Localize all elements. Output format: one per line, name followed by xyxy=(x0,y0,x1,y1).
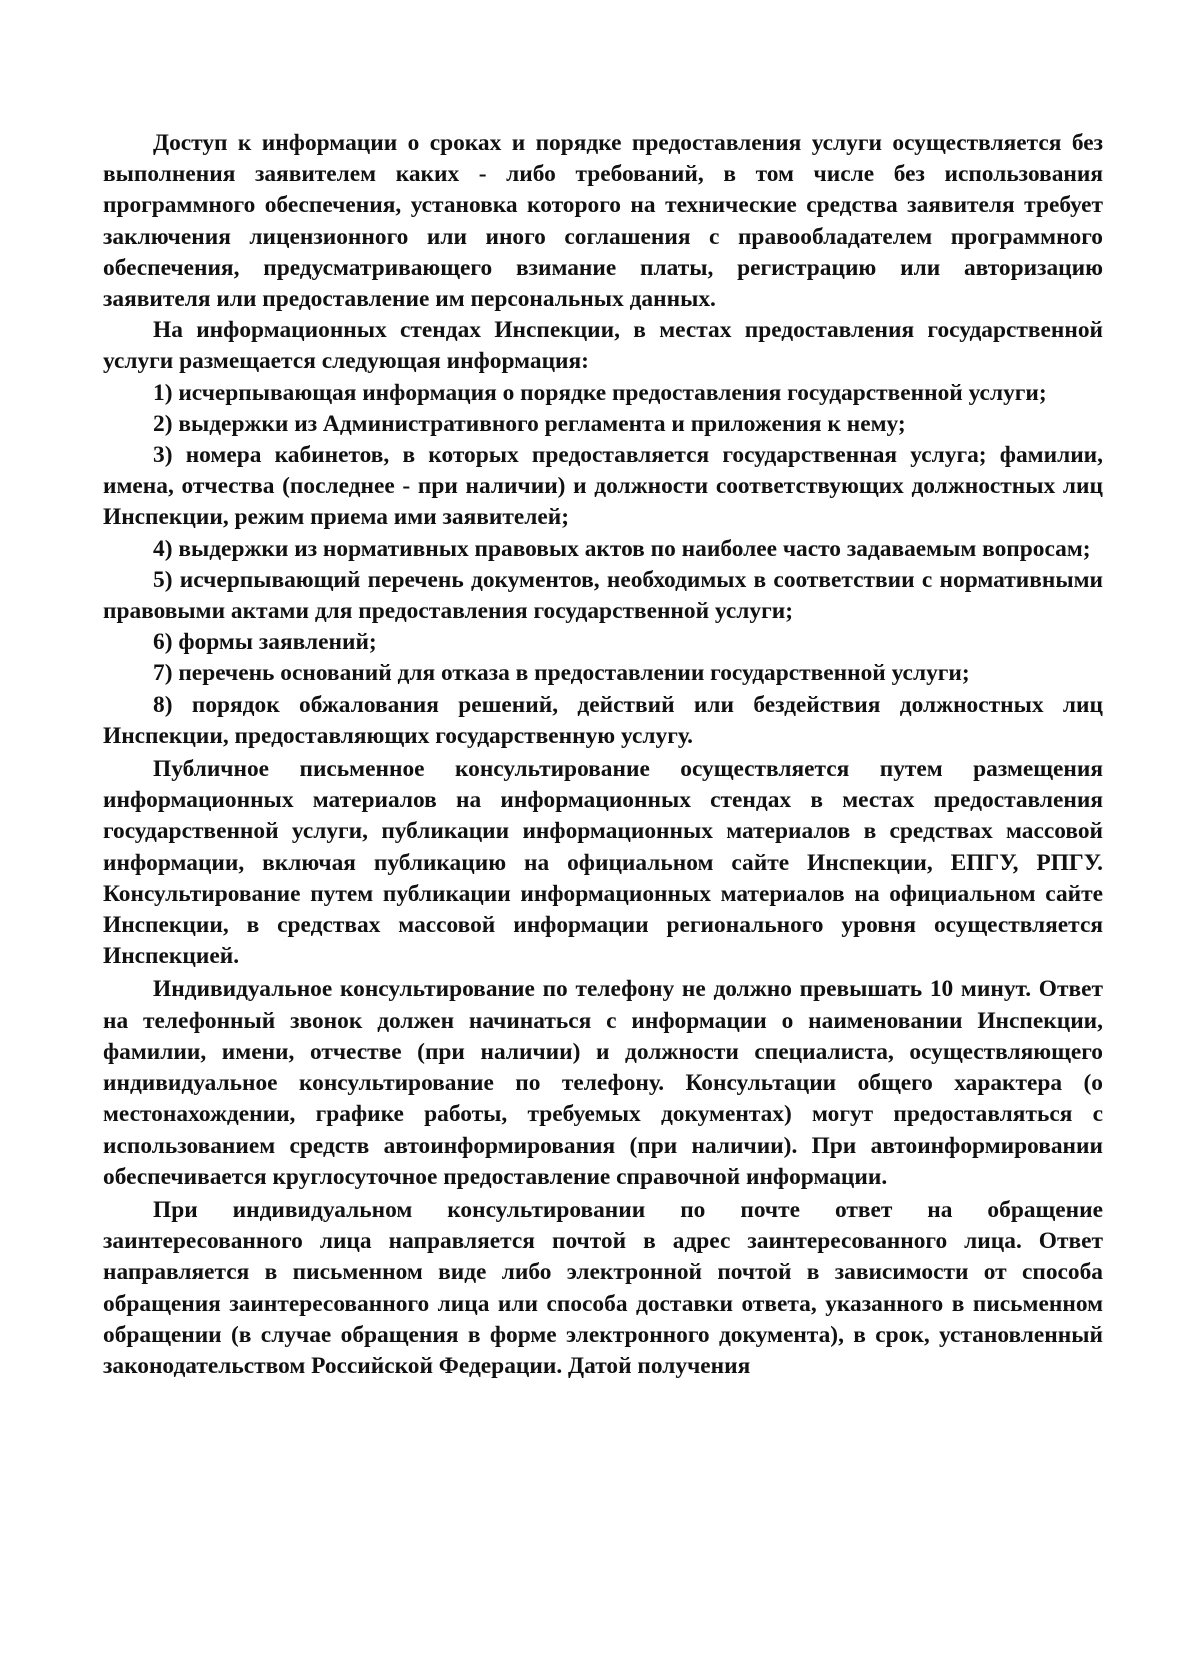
paragraph-public-consulting: Публичное письменное консультирование осуществляется путем размещения информационных материалов на информационных стендах в местах предоставления государственной услуги, публикации информационных материалов в средствах массовой информации, включая публикацию на официальном сайте Инспекции, ЕПГУ, РПГУ. Консультирование путем публикации информационных материалов на официальном сайте Инспекции, в средствах массовой информации регионального уровня осуществляется Инспекцией. xyxy=(103,756,1103,970)
paragraph-mail-consulting: При индивидуальном консультировании по почте ответ на обращение заинтересованного лица направляется почтой в адрес заинтересованного лица. Ответ направляется в письменном виде либо электронной почтой в зависимости от способа обращения заинтересованного лица или способа доставки ответа, указанного в письменном обращении (в случае обращения в форме электронного документа), в срок, установленный законодательством Российской Федерации. Датой получения xyxy=(103,1196,1103,1379)
list-item-8: 8) порядок обжалования решений, действий или бездействия должностных лиц Инспекции, предоставляющих государственную услугу. xyxy=(103,691,1103,749)
document-body xyxy=(103,128,1103,1382)
list-item-3: 3) номера кабинетов, в которых предоставляется государственная услуга; фамилии, имена, отчества (последнее - при наличии) и должности соответствующих должностных лиц Инспекции, режим приема ими заявителей; xyxy=(103,442,1103,531)
paragraph-phone-consulting: Индивидуальное консультирование по телефону не должно превышать 10 минут. Ответ на телефонный звонок должен начинаться с информации о наименовании Инспекции, фамилии, имени, отчестве (при наличии) и должности специалиста, осуществляющего индивидуальное консультирование по телефону. Консультации общего характера (о местонахождении, графике работы, требуемых документах) могут предоставляться с использованием средств автоинформирования (при наличии). При автоинформировании обеспечивается круглосуточное предоставление справочной информации. xyxy=(103,976,1103,1190)
list-item-1: 1) исчерпывающая информация о порядке предоставления государственной услуги; xyxy=(153,379,1047,406)
list-item-4: 4) выдержки из нормативных правовых актов по наиболее часто задаваемым вопросам; xyxy=(153,535,1091,562)
list-item-7: 7) перечень оснований для отказа в предоставлении государственной услуги; xyxy=(153,660,970,687)
list-item-6: 6) формы заявлений; xyxy=(153,629,377,656)
list-item-2: 2) выдержки из Административного регламента и приложения к нему; xyxy=(153,410,906,437)
paragraph-info-stands: На информационных стендах Инспекции, в местах предоставления государственной услуги размещается следующая информация: xyxy=(103,317,1103,375)
paragraph-access-info: Доступ к информации о сроках и порядке предоставления услуги осуществляется без выполнения заявителем каких - либо требований, в том числе без использования программного обеспечения, установка которого на технические средства заявителя требует заключения лицензионного или иного соглашения с правообладателем программного обеспечения, предусматривающего взимание платы, регистрацию или авторизацию заявителя или предоставление им персональных данных. xyxy=(103,130,1103,313)
list-item-5: 5) исчерпывающий перечень документов, необходимых в соответствии с нормативными правовыми актами для предоставления государственной услуги; xyxy=(103,566,1103,625)
